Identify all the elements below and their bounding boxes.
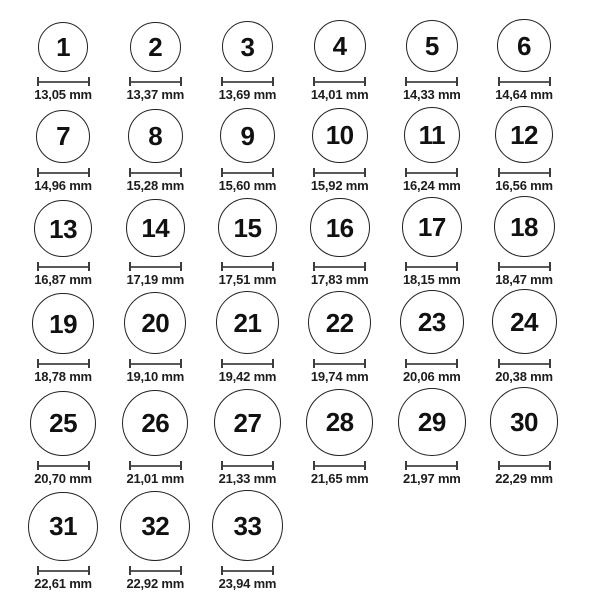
ring-circle	[402, 197, 462, 257]
diameter-label: 19,10 mm	[126, 369, 185, 385]
ring-size-number: 8	[148, 121, 163, 152]
ring-size-number: 1	[56, 32, 71, 63]
ring-circle	[314, 20, 366, 72]
diameter-measure-line	[37, 77, 90, 86]
diameter-label: 15,28 mm	[126, 178, 185, 194]
ring-circle	[406, 20, 459, 73]
ring-size-number: 14	[141, 213, 170, 244]
diameter-label: 16,56 mm	[495, 178, 553, 194]
ring-size-number: 18	[510, 211, 538, 242]
diameter-measure-line	[129, 461, 182, 470]
ring-size-cell	[386, 388, 478, 486]
ring-circle	[32, 293, 94, 355]
ring-size-cell	[478, 106, 570, 193]
diameter-label: 14,33 mm	[403, 87, 461, 103]
ring-size-cell	[17, 391, 109, 487]
ring-size-grid	[0, 19, 600, 591]
diameter-measure-line	[405, 262, 458, 271]
diameter-label: 21,33 mm	[218, 471, 277, 487]
ring-circle	[218, 198, 277, 257]
diameter-measure-line	[313, 168, 366, 177]
ring-size-number: 24	[510, 306, 538, 337]
diameter-label: 13,05 mm	[34, 87, 92, 103]
diameter-label: 16,24 mm	[403, 178, 461, 194]
ring-circle	[36, 110, 90, 164]
diameter-measure-line	[405, 168, 458, 177]
ring-size-cell	[294, 108, 386, 194]
diameter-label: 20,06 mm	[403, 369, 461, 385]
ring-size-number: 32	[141, 510, 170, 541]
ring-size-cell	[478, 196, 570, 287]
ring-size-number: 29	[417, 407, 446, 438]
diameter-measure-line	[37, 168, 90, 177]
ring-size-cell	[386, 20, 478, 103]
ring-size-cell	[386, 197, 478, 287]
diameter-measure-line	[221, 168, 274, 177]
ring-size-cell	[478, 289, 570, 384]
diameter-measure-line	[37, 262, 90, 271]
diameter-label: 22,29 mm	[495, 471, 553, 487]
ring-circle	[400, 290, 464, 354]
diameter-measure-line	[498, 461, 551, 470]
diameter-label: 22,61 mm	[34, 576, 92, 592]
diameter-label: 18,78 mm	[34, 369, 92, 385]
ring-size-cell	[478, 19, 570, 102]
ring-size-number: 31	[49, 511, 78, 542]
ring-size-number: 3	[240, 31, 255, 62]
ring-circle	[306, 389, 374, 457]
ring-circle	[310, 198, 370, 258]
ring-size-number: 9	[240, 120, 255, 151]
ring-size-cell	[109, 199, 201, 287]
diameter-measure-line	[221, 461, 274, 470]
ring-size-cell	[201, 291, 293, 384]
diameter-measure-line	[405, 461, 458, 470]
diameter-measure-line	[405, 359, 458, 368]
ring-circle	[28, 492, 98, 562]
ring-size-number: 17	[417, 212, 446, 243]
ring-size-cell	[17, 22, 109, 102]
ring-circle	[38, 22, 88, 72]
ring-size-cell	[109, 292, 201, 384]
diameter-measure-line	[313, 262, 366, 271]
ring-circle	[494, 196, 555, 257]
ring-size-number: 22	[325, 307, 354, 338]
ring-circle	[490, 387, 559, 456]
diameter-label: 16,87 mm	[34, 272, 92, 288]
ring-size-cell	[109, 22, 201, 103]
ring-size-cell	[201, 389, 293, 486]
ring-size-cell	[201, 21, 293, 102]
diameter-measure-line	[37, 359, 90, 368]
diameter-label: 14,01 mm	[310, 87, 369, 103]
size-row	[17, 289, 600, 384]
diameter-measure-line	[221, 359, 274, 368]
diameter-label: 15,60 mm	[218, 178, 277, 194]
diameter-measure-line	[221, 77, 274, 86]
ring-size-number: 23	[417, 307, 446, 338]
ring-circle	[308, 291, 372, 355]
ring-size-cell	[201, 108, 293, 193]
diameter-label: 19,42 mm	[218, 369, 277, 385]
ring-size-number: 21	[233, 307, 262, 338]
diameter-label: 21,97 mm	[403, 471, 461, 487]
ring-size-cell	[294, 389, 386, 487]
diameter-label: 19,74 mm	[310, 369, 369, 385]
diameter-measure-line	[221, 262, 274, 271]
ring-circle	[212, 490, 283, 561]
ring-size-number: 7	[56, 121, 71, 152]
ring-size-cell	[17, 492, 109, 592]
size-row	[17, 19, 600, 102]
ring-circle	[30, 391, 96, 457]
diameter-measure-line	[498, 168, 551, 177]
diameter-measure-line	[498, 77, 551, 86]
diameter-label: 18,47 mm	[495, 272, 553, 288]
diameter-label: 17,19 mm	[126, 272, 185, 288]
ring-size-cell	[478, 387, 570, 486]
diameter-label: 14,64 mm	[495, 87, 553, 103]
ring-size-number: 10	[325, 120, 354, 151]
ring-size-number: 2	[148, 31, 163, 62]
ring-size-number: 15	[233, 212, 262, 243]
ring-size-number: 28	[325, 407, 354, 438]
ring-size-number: 16	[325, 212, 354, 243]
ring-circle	[120, 491, 190, 561]
ring-circle	[220, 108, 275, 163]
diameter-label: 13,37 mm	[126, 87, 185, 103]
ring-circle	[122, 390, 188, 456]
ring-circle	[495, 106, 552, 163]
diameter-label: 17,83 mm	[310, 272, 369, 288]
size-row	[17, 387, 600, 486]
ring-size-number: 27	[233, 407, 262, 438]
diameter-measure-line	[129, 168, 182, 177]
ring-size-cell	[109, 390, 201, 486]
size-row	[17, 196, 600, 287]
diameter-measure-line	[37, 566, 90, 575]
diameter-label: 20,70 mm	[34, 471, 92, 487]
diameter-label: 17,51 mm	[218, 272, 277, 288]
ring-size-number: 4	[332, 31, 347, 62]
ring-circle	[34, 200, 92, 258]
ring-size-number: 33	[233, 510, 262, 541]
diameter-measure-line	[313, 77, 366, 86]
ring-size-number: 25	[49, 408, 78, 439]
size-row	[17, 106, 600, 193]
ring-circle	[214, 389, 281, 456]
ring-size-cell	[294, 198, 386, 288]
diameter-label: 18,15 mm	[403, 272, 461, 288]
diameter-label: 20,38 mm	[495, 369, 553, 385]
diameter-label: 21,01 mm	[126, 471, 185, 487]
diameter-label: 22,92 mm	[126, 576, 185, 592]
ring-size-number: 11	[418, 120, 446, 151]
diameter-label: 23,94 mm	[218, 576, 277, 592]
ring-size-cell	[201, 198, 293, 287]
diameter-measure-line	[498, 359, 551, 368]
ring-size-number: 5	[424, 30, 439, 61]
ring-circle	[126, 199, 184, 257]
ring-size-number: 6	[517, 30, 532, 61]
diameter-measure-line	[221, 566, 274, 575]
diameter-label: 21,65 mm	[310, 471, 369, 487]
ring-size-number: 20	[141, 308, 170, 339]
diameter-measure-line	[37, 461, 90, 470]
diameter-measure-line	[129, 359, 182, 368]
ring-size-number: 12	[510, 119, 538, 150]
ring-size-cell	[109, 491, 201, 591]
ring-size-cell	[109, 109, 201, 194]
ring-size-cell	[386, 290, 478, 384]
ring-size-number: 30	[510, 406, 538, 437]
diameter-label: 13,69 mm	[218, 87, 277, 103]
ring-circle	[216, 291, 279, 354]
diameter-measure-line	[313, 359, 366, 368]
diameter-label: 15,92 mm	[310, 178, 369, 194]
ring-size-cell	[17, 293, 109, 385]
ring-circle	[497, 19, 550, 72]
ring-circle	[404, 107, 461, 164]
size-row	[17, 490, 600, 591]
ring-circle	[492, 289, 557, 354]
ring-size-cell	[17, 200, 109, 288]
diameter-measure-line	[405, 77, 458, 86]
diameter-measure-line	[129, 262, 182, 271]
ring-size-number: 26	[141, 408, 170, 439]
ring-circle	[130, 22, 181, 73]
diameter-label: 14,96 mm	[34, 178, 92, 194]
ring-size-cell	[386, 107, 478, 194]
diameter-measure-line	[129, 77, 182, 86]
diameter-measure-line	[313, 461, 366, 470]
diameter-measure-line	[129, 566, 182, 575]
ring-size-cell	[201, 490, 293, 591]
ring-size-number: 19	[49, 308, 78, 339]
ring-circle	[398, 388, 466, 456]
ring-circle	[222, 21, 273, 72]
ring-size-cell	[294, 20, 386, 102]
diameter-measure-line	[498, 262, 551, 271]
ring-circle	[312, 108, 368, 164]
ring-circle	[124, 292, 186, 354]
ring-size-cell	[294, 291, 386, 385]
ring-circle	[128, 109, 183, 164]
ring-size-number: 13	[49, 213, 78, 244]
ring-size-cell	[17, 110, 109, 194]
